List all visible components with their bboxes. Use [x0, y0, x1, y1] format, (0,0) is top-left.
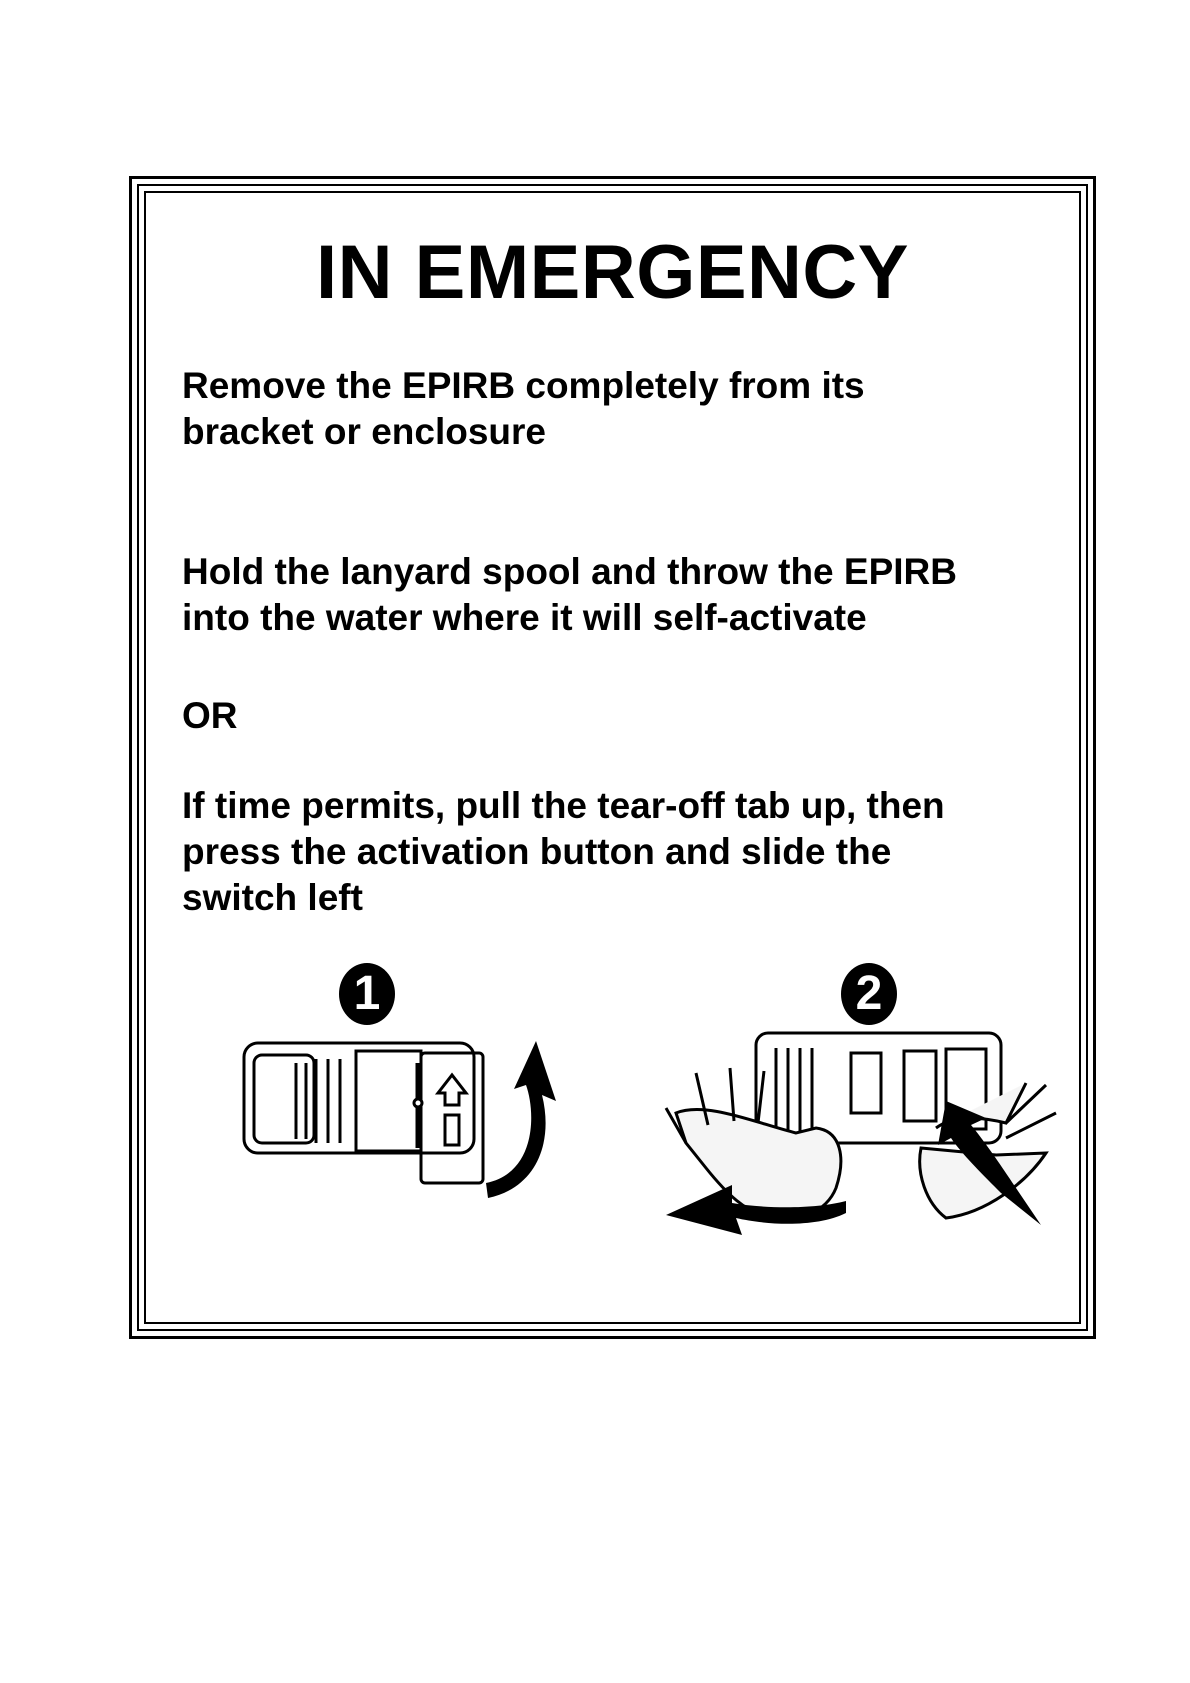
instruction-throw: Hold the lanyard spool and throw the EPIRB into the water where it will self-activate [182, 551, 957, 638]
epirb-tear-off-tab-pull-up-icon [236, 1023, 596, 1223]
instruction-manual-activate: If time permits, pull the tear-off tab up, then press the activation button and slide the switch left [182, 785, 945, 918]
sign-border-middle [137, 184, 1088, 1331]
step-1-badge: 1 [339, 963, 395, 1025]
sign-title: IN EMERGENCY [316, 230, 909, 315]
sign-border [129, 176, 1096, 1339]
sign-panel [144, 191, 1081, 1324]
instruction-or: OR [182, 695, 238, 736]
step-2-badge: 2 [841, 963, 897, 1025]
instruction-remove: Remove the EPIRB completely from its bracket or enclosure [182, 365, 865, 452]
hands-slide-switch-left-icon [646, 1013, 1066, 1263]
